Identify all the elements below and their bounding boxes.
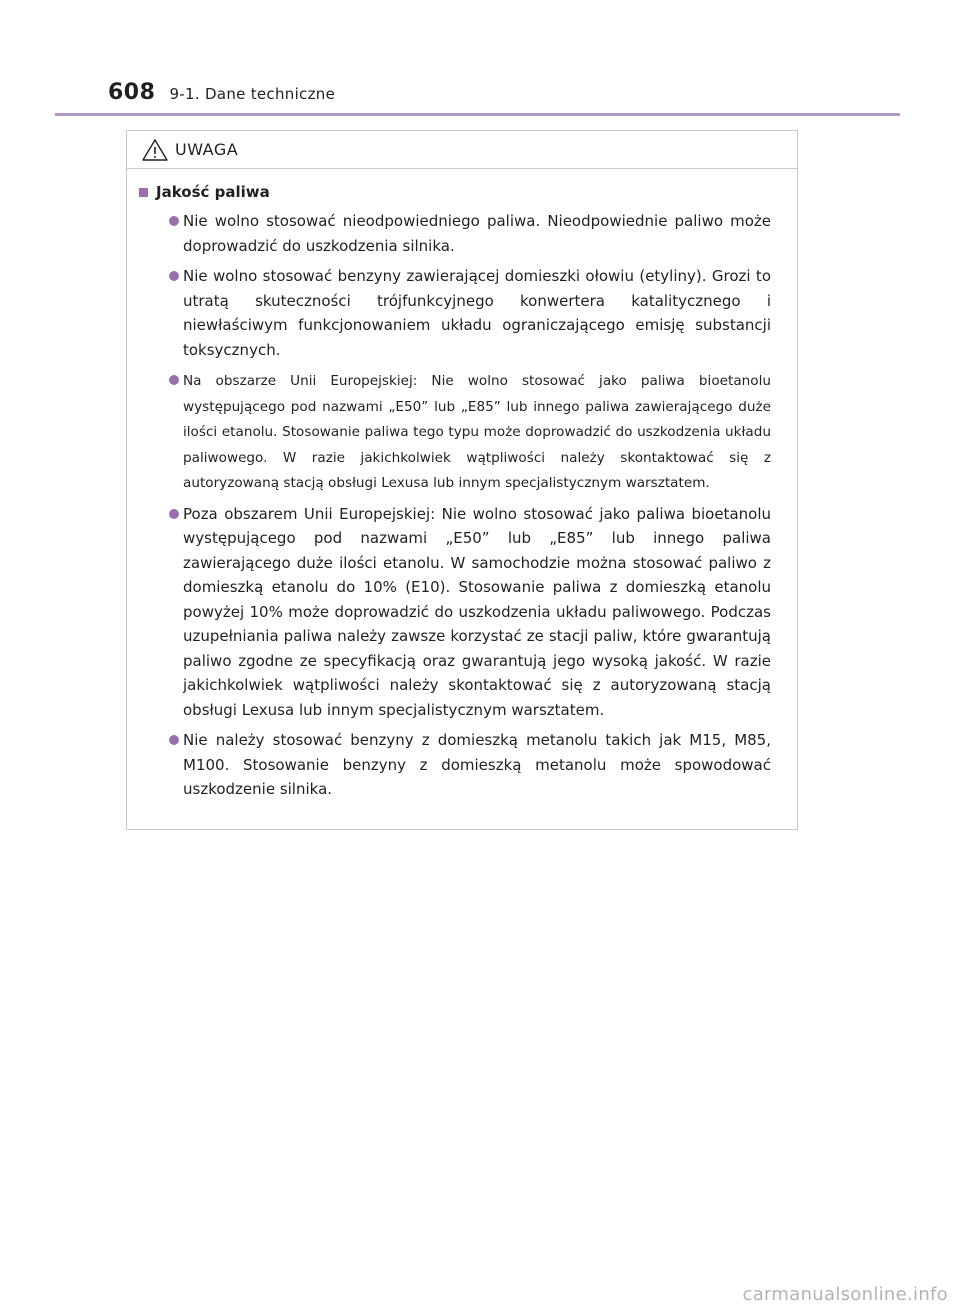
circle-bullet-icon bbox=[169, 509, 179, 519]
bullet-text: Na obszarze Unii Europejskiej: Nie wolno stosować jako paliwa bioetanolu występującego pod nazwami „E50” lub „E85” lub innego paliwa zawierającego duże ilości etanolu. Stosowanie paliwa tego typu może doprowadzić do uszkodzenia układu paliwowego. W razie jakichkolwiek wątpliwości należy skontaktować się z autoryzowaną stacją obsługi Lexusa lub innym specjalistycznym warsztatem. bbox=[183, 373, 771, 491]
list-item bbox=[139, 368, 771, 496]
bullet-text: Poza obszarem Unii Europejskiej: Nie wolno stosować jako paliwa bioetanolu występującego pod nazwami „E50” lub „E85” lub innego paliwa zawierającego duże ilości etanolu. W samochodzie można stosować paliwo z domieszką etanolu do 10% (E10). Stosowanie paliwa z domieszką etanolu powyżej 10% może doprowadzić do uszkodzenia układu paliwowego. Podczas uzupełniania paliwa należy zawsze korzystać ze stacji paliw, które gwarantują paliwo zgodne ze specyfikacją oraz gwarantują jego wysoką jakość. W razie jakichkolwiek wątpliwości należy skontaktować się z autoryzowaną stacją obsługi Lexusa lub innym specjalistycznym warsztatem. bbox=[183, 504, 771, 719]
circle-bullet-icon bbox=[169, 271, 179, 281]
subheading-text: Jakość paliwa bbox=[156, 183, 270, 201]
bullet-text: Nie wolno stosować benzyny zawierającej domieszki ołowiu (etyliny). Grozi to utratą skuteczności trójfunkcyjnego konwertera katalitycznego i niewłaściwym funkcjonowaniem układu ograniczającego emisję substancji toksycznych. bbox=[183, 267, 771, 359]
circle-bullet-icon bbox=[169, 375, 179, 385]
header-divider bbox=[55, 113, 900, 116]
circle-bullet-icon bbox=[169, 735, 179, 745]
list-item bbox=[139, 264, 771, 362]
page-header bbox=[108, 80, 335, 110]
warning-header bbox=[127, 131, 797, 169]
subheading bbox=[139, 183, 771, 201]
circle-bullet-icon bbox=[169, 216, 179, 226]
watermark: carmanualsonline.info bbox=[742, 1284, 948, 1305]
warning-triangle-icon bbox=[141, 138, 169, 162]
warning-box bbox=[126, 130, 798, 830]
section-title: 9-1. Dane techniczne bbox=[169, 85, 336, 103]
warning-body bbox=[127, 169, 797, 802]
bullet-text: Nie należy stosować benzyny z domieszką metanolu takich jak M15, M85, M100. Stosowanie benzyny z domieszką metanolu może spowodować uszkodzenie silnika. bbox=[183, 731, 771, 798]
bullet-list bbox=[139, 209, 771, 802]
bullet-text: Nie wolno stosować nieodpowiedniego paliwa. Nieodpowiednie paliwo może doprowadzić do uszkodzenia silnika. bbox=[183, 212, 771, 255]
page-number: 608 bbox=[108, 80, 156, 105]
list-item bbox=[139, 209, 771, 258]
warning-label: UWAGA bbox=[175, 140, 239, 159]
list-item bbox=[139, 728, 771, 802]
square-bullet-icon bbox=[139, 188, 148, 197]
list-item bbox=[139, 502, 771, 723]
